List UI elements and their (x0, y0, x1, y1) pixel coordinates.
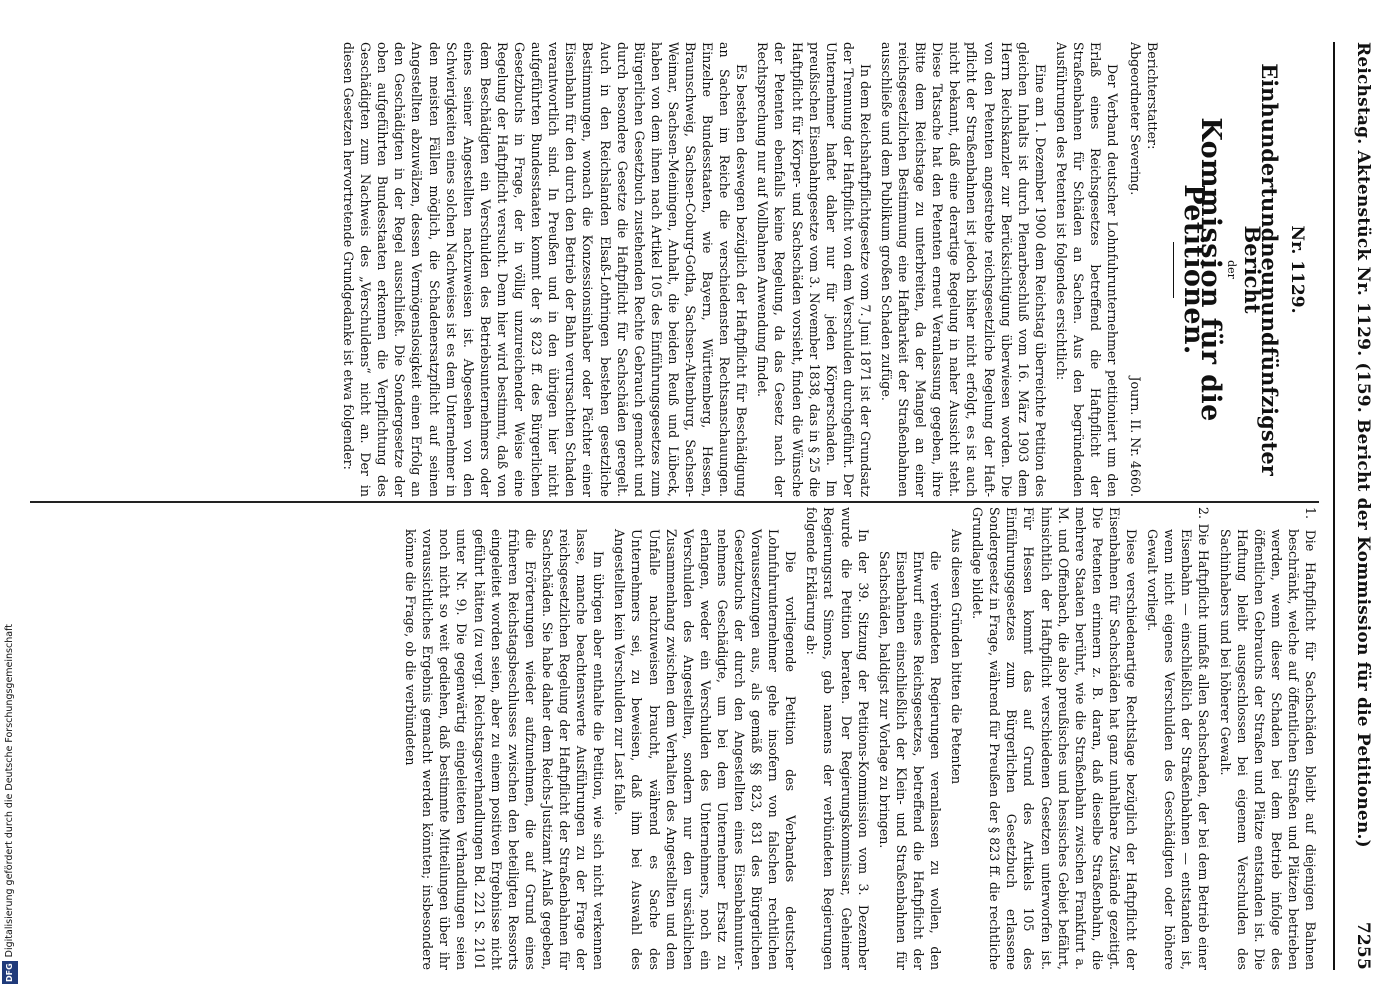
title-connector: der (1224, 260, 1238, 279)
commission-title: Kommission für die Petitionen. (1177, 117, 1226, 422)
header-title: Reichstag. Aktenstück Nr. 1129. (159. Bericht der Kommission für die Petitionen.) (1353, 42, 1373, 848)
paragraph: Diese verschiedenartige Rechtslage bezüglich der Haftpflicht der Eisenbahnen für Sachschäden hat ganz unhaltbare Zustände gezeitigt. Die Petenten erinnern z. B. daran, daß dieselbe Straßenbahn, die mehrere Staaten berührt, wie die Straßenbahn zwischen Frankfurt a. M. und Offenbach, die also preußisches und hessisches Gebiet befährt, hinsichtlich der Haftpflicht verschiedenen Gesetzen unterworfen ist. Für Hessen kommt das auf Grund des Artikels 105 des Einführungsgesetzes zum Bürgerlichen Gesetzbuch erlassene Sondergesetz in Frage, während für Preußen der § 823 ff. die rechtliche Grundlage bildet. (970, 507, 1140, 970)
running-header (1339, 42, 1373, 970)
header-rule (1333, 42, 1335, 970)
left-column (30, 42, 1319, 497)
paragraph: Der Verband deutscher Lohnfuhrunternehmer petitioniert um den Erlaß eines Reichsgesetzes betreffend die Haftpflicht der Straßenbahnen für Schäden an Sachen. Aus den begründenden Ausführungen des Petenten ist folgendes ersichtlich: (1053, 42, 1121, 497)
title-divider (1173, 242, 1174, 298)
paragraph: Aus diesen Gründen bitten die Petenten (949, 529, 965, 785)
right-column (30, 507, 1319, 970)
paragraph: In dem Reichshaftpflichtgesetze vom 7. Juni 1871 ist der Grundsatz der Trennung der Haftpflicht von dem Verschulden durchgeführt. Der Unternehmer haftet daher nur für jeden Körperschaden. Im preußischen Eisenbahngesetze vom 3. November 1838, das in § 25 die Haftpflicht für Körper- und Sachschäden vorsieht, finden die Wünsche der Petenten ebenfalls keine Regelung, da das Gesetz nach der Rechtsprechung nur auf Vollbahnen Anwendung findet. (755, 42, 873, 497)
dfg-logo: DFG (2, 961, 18, 984)
credit-text: Digitalisierung gefördert durch die Deutsche Forschungsgemeinschaft (4, 624, 15, 958)
reporter-name: Abgeordneter Severing. (1128, 42, 1144, 196)
report-title: Einhundertundneunundfünfzigster Bericht (1239, 63, 1282, 476)
government-statement: Im übrigen aber enthalte die Petition, wie sich nicht verkennen lasse, manche beachtenswerte Ausführungen zu der Frage der reichsgesetzlichen Regelung der Haftpflicht der Straßenbahnen für Sachschäden. Sie habe daher dem Reichs-Justizamt Anlaß gegeben, die Erörterungen wieder aufzunehmen, die auf Grund eines früheren Reichstagsbeschlusses zwischen den beteiligten Ressorts eingeleitet worden seien, aber zu einem positiven Ergebnisse nicht geführt hätten (zu vergl. Reichstagsverhandlungen Bd. 221 S. 2101 unter Nr. 9). Die gegenwärtig eingeleiteten Verhandlungen seien noch nicht so weit gediehen, daß bestimmte Mitteilungen über ihr voraussichtliches Ergebnis gemacht werden könnten; insbesondere könne die Frage, ob die verbündeten (403, 529, 607, 970)
journal-number: Journ. II. Nr. 4660. (1128, 376, 1144, 497)
petition-request: die verbündeten Regierungen veranlassen zu wollen, den Entwurf eines Reichsgesetzes, betreffend die Haftpflicht der Eisenbahnen einschließlich der Klein- und Straßenbahnen für Sachschäden, baldigst zur Vorlage zu bringen. (876, 551, 944, 970)
list-item: 1. Die Haftpflicht für Sachschäden bleibt auf diejenigen Bahnen beschränkt, welche auf öffentlichen Straßen und Plätzen betrieben werden, wenn dieser Schaden bei dem Betrieb infolge des öffentlichen Gebrauchs der Straßen und Plätze entstanden ist. Die Haftung bleibt ausgeschlossen bei eigenem Verschulden des Sachinhabers und bei höherer Gewalt. (1217, 507, 1318, 970)
page-number: 7255 (1353, 921, 1373, 970)
paragraph: Es bestehen deswegen bezüglich der Haftpflicht für Beschädigung an Sachen im Reiche die verschiedensten Rechtsanschauungen. Einzelne Bundesstaaten, wie Bayern, Württemberg, Hessen, Braunschweig, Sachsen-Coburg-Gotha, Sachsen-Altenburg, Sachsen-Weimar, Sachsen-Meiningen, Anhalt, die beiden Reuß und Lübeck, haben von dem ihnen nach Artikel 105 des Einführungsgesetzes zum Bürgerlichen Gesetzbuch zustehenden Rechte Gebrauch gemacht und durch besondere Gesetze die Haftpflicht für Sachschäden geregelt. Auch in den Reichslanden Elsaß-Lothringen bestehen gesetzliche Bestimmungen, wonach die Konzessionsinhaber oder Pächter einer Eisenbahn für den durch den Betrieb der Bahn verursachten Schaden verantwortlich sind. In Preußen und in den übrigen hier nicht aufgeführten Bundesstaaten kommt der § 823 ff. des Bürgerlichen Gesetzbuchs in Frage, der in völlig unzureichender Weise eine Regelung der Haftpflicht versucht. Denn hier wird bestimmt, daß von dem Beschädigten ein Verschulden des Betriebsunternehmers oder eines seiner Angestellten nachzuweisen ist. Abgesehen von den Schwierigkeiten eines solchen Nachweises ist es dem Unternehmer in den meisten Fällen möglich, die Schadenersatzpflicht auf seinen Angestellten abzuwälzen, dessen Vermögenslosigkeit einen Erfolg an den Geschädigten in der Regel ausschließt. Die Sondergesetze der oben aufgeführten Bundesstaaten erkennen die Verpflichtung des Geschädigten zum Nachweis des „Verschuldens“ nicht an. Der in diesen Gesetzen hervortretende Grundgedanke ist etwa folgender: (341, 42, 750, 497)
column-divider (30, 501, 1319, 503)
government-statement: Die vorliegende Petition des Verbandes deutscher Lohnfuhrunternehmer gehe insofern von falschen rechtlichen Voraussetzungen aus, als gemäß §§ 823, 831 des Bürgerlichen Gesetzbuchs der durch den Angestellten eines Eisenbahnunternehmens Geschädigte, um bei dem Unternehmer Ersatz zu erlangen, weder ein Verschulden des Unternehmers, noch ein Verschulden des Angestellten, sondern nur den ursächlichen Zusammenhang zwischen dem Verhalten des Angestellten und dem Unfalle nachzuweisen braucht, während es Sache des Unternehmers sei, zu beweisen, daß ihm bei Auswahl des Angestellten kein Verschulden zur Last falle. (612, 529, 799, 970)
paragraph: In der 39. Sitzung der Petitions-Kommission vom 3. Dezember wurde die Petition beraten. Der Regierungskommissar, Geheimer Regierungsrat Simons, gab namens der verbündeten Regierungen folgende Erklärung ab: (804, 507, 871, 970)
list-item: 2. Die Haftpflicht umfaßt allen Sachschaden, der bei dem Betrieb einer Eisenbahn — einschließlich der Straßenbahnen — entstanden ist, wenn nicht eigenes Verschulden des Geschädigten oder höhere Gewalt vorliegt. (1145, 507, 1212, 970)
reporter-label: Berichterstatter: (1145, 42, 1161, 150)
document-number: Nr. 1129. (1287, 225, 1307, 314)
digitization-credit (0, 583, 16, 1000)
paragraph: Eine am 1. Dezember 1900 dem Reichstag überreichte Petition des gleichen Inhalts ist durch Plenarbeschluß vom 16. März 1903 dem Herrn Reichskanzler zur Berücksichtigung überwiesen worden. Die von den Petenten angestrebte reichsgesetzliche Regelung der Haftpflicht der Straßenbahnen ist jedoch bisher nicht erfolgt, es ist auch nicht bekannt, daß eine derartige Regelung in naher Aussicht steht. Diese Tatsache hat den Petenten erneut Veranlassung gegeben, ihre Bitte dem Reichstage zu unterbreiten, da der Mangel an einer reichsgesetzlichen Bestimmung eine Haftbarkeit der Straßenbahnen ausschließe und dem Publikum großen Schaden zufüge. (879, 42, 1048, 497)
